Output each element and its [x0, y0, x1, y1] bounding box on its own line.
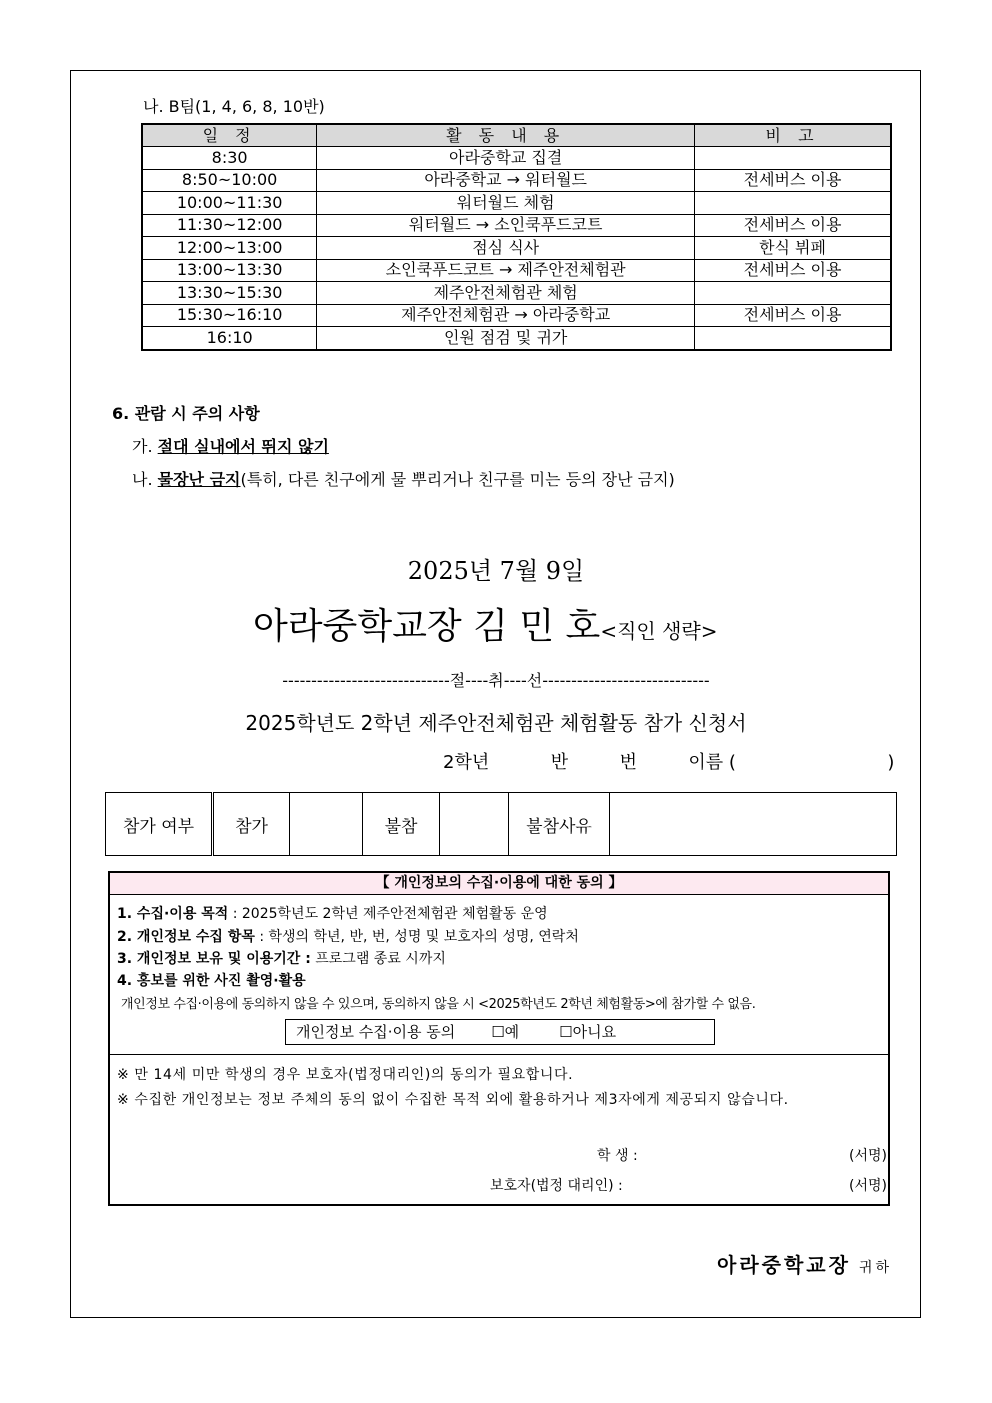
consent-box	[108, 871, 890, 1206]
time-cell: 13:00~13:30	[142, 259, 317, 282]
absent-check-cell[interactable]	[440, 793, 509, 856]
caution-b-text: 물장난 금지	[157, 470, 241, 489]
schedule-header-row	[142, 124, 891, 147]
caution-a-text: 절대 실내에서 뛰지 않기	[157, 437, 329, 456]
note-cell: 전세버스 이용	[695, 259, 891, 282]
cautions-title: 6. 관람 시 주의 사항	[112, 404, 260, 423]
student-signature-line	[597, 1145, 887, 1165]
consent-note: 개인정보 수집·이용에 동의하지 않을 수 있으며, 동의하지 않을 시 <2025학년도 2학년 체험활동>에 참가할 수 없음.	[121, 997, 756, 1012]
activity-cell: 아라중학교 집결	[317, 147, 695, 170]
activity-cell: 인원 점검 및 귀가	[317, 327, 695, 350]
time-cell: 8:30	[142, 147, 317, 170]
principal-signature	[253, 598, 717, 649]
consent-item: 1. 수집·이용 목적 : 2025학년도 2학년 제주안전체험관 체험활동 운영	[117, 906, 548, 922]
activity-cell: 아라중학교 → 워터월드	[317, 169, 695, 192]
notice-third-party: ※ 수집한 개인정보는 정보 주체의 동의 없이 수집한 목적 외에 활용하거나 제3자에게 제공되지 않습니다.	[117, 1092, 789, 1108]
time-cell: 11:30~12:00	[142, 214, 317, 237]
table-row	[142, 282, 891, 305]
activity-cell: 제주안전체험관 체험	[317, 282, 695, 305]
table-row	[142, 304, 891, 327]
form-title: 2025학년도 2학년 제주안전체험관 체험활동 참가 신청서	[245, 711, 747, 735]
consent-agree-box	[285, 1019, 715, 1045]
consent-item: 4. 홍보를 위한 사진 촬영·활용	[117, 973, 306, 989]
table-row	[142, 327, 891, 350]
reason-input-cell[interactable]	[610, 793, 897, 856]
note-cell: 전세버스 이용	[695, 214, 891, 237]
time-cell: 12:00~13:00	[142, 237, 317, 260]
note-cell: 전세버스 이용	[695, 169, 891, 192]
student-label: 학 생 :	[597, 1148, 638, 1164]
time-cell: 10:00~11:30	[142, 192, 317, 215]
document-date: 2025년 7월 9일	[407, 557, 585, 585]
number-field[interactable]: 번	[619, 752, 637, 773]
consent-item: 2. 개인정보 수집 항목 : 학생의 학년, 반, 번, 성명 및 보호자의 성명, 연락처	[117, 929, 579, 945]
time-cell: 15:30~16:10	[142, 304, 317, 327]
activity-cell: 워터월드 → 소인쿡푸드코트	[317, 214, 695, 237]
time-cell: 16:10	[142, 327, 317, 350]
activity-cell: 워터월드 체험	[317, 192, 695, 215]
seal-note: <직인 생략>	[600, 619, 718, 643]
cut-line: -----------------------------절----취----선-----------------------------	[282, 671, 710, 690]
table-row	[142, 259, 891, 282]
reason-label: 불참사유	[509, 793, 610, 856]
caution-a	[132, 434, 329, 457]
note-cell	[695, 147, 891, 170]
caution-b-prefix: 나.	[132, 470, 158, 489]
time-cell: 8:50~10:00	[142, 169, 317, 192]
caution-b-rest: (특히, 다른 친구에게 물 뿌리거나 친구를 미는 등의 장난 금지)	[240, 470, 675, 489]
participation-table	[105, 792, 897, 856]
caution-b	[132, 467, 675, 490]
note-cell	[695, 192, 891, 215]
closing-addressee	[717, 1249, 892, 1278]
name-close: )	[887, 752, 895, 773]
note-cell	[695, 282, 891, 305]
table-row	[142, 237, 891, 260]
participation-label: 참가 여부	[106, 793, 213, 856]
team-title: 나. B팀(1, 4, 6, 8, 10반)	[143, 97, 325, 116]
consent-body	[110, 895, 888, 1055]
grade-label: 2학년	[443, 752, 490, 773]
note-cell: 전세버스 이용	[695, 304, 891, 327]
notice-under-14: ※ 만 14세 미만 학생의 경우 보호자(법정대리인)의 동의가 필요합니다.	[117, 1067, 574, 1083]
closing-suffix: 귀하	[858, 1260, 892, 1276]
name-label: 이름 (	[688, 752, 736, 773]
activity-cell: 점심 식사	[317, 237, 695, 260]
header-note: 비 고	[695, 124, 891, 147]
table-row	[142, 147, 891, 170]
closing-name: 아라중학교장	[717, 1253, 851, 1277]
note-cell: 한식 뷔페	[695, 237, 891, 260]
activity-cell: 소인쿡푸드코트 → 제주안전체험관	[317, 259, 695, 282]
table-row	[142, 192, 891, 215]
agree-label: 개인정보 수집·이용 동의	[296, 1023, 456, 1041]
header-activity: 활 동 내 용	[317, 124, 695, 147]
time-cell: 13:30~15:30	[142, 282, 317, 305]
student-sign-field[interactable]: (서명)	[849, 1148, 887, 1164]
schedule-table	[141, 123, 892, 351]
table-row	[142, 214, 891, 237]
student-info-line	[443, 748, 894, 774]
consent-header: 【 개인정보의 수집·이용에 대한 동의 】	[110, 873, 888, 895]
guardian-signature-line	[490, 1175, 887, 1195]
consent-footer	[110, 1055, 888, 1205]
header-time: 일 정	[142, 124, 317, 147]
guardian-label: 보호자(법정 대리인) :	[490, 1178, 623, 1194]
class-field[interactable]: 반	[550, 752, 569, 773]
agree-yes-checkbox[interactable]: ☐예	[491, 1023, 520, 1041]
principal-name: 아라중학교장 김 민 호	[253, 606, 601, 647]
attend-label: 참가	[213, 793, 290, 856]
absent-label: 불참	[363, 793, 440, 856]
activity-cell: 제주안전체험관 → 아라중학교	[317, 304, 695, 327]
consent-item: 3. 개인정보 보유 및 이용기간 : 프로그램 종료 시까지	[117, 951, 446, 967]
guardian-sign-field[interactable]: (서명)	[849, 1178, 887, 1194]
caution-a-prefix: 가.	[132, 437, 158, 456]
note-cell	[695, 327, 891, 350]
agree-no-checkbox[interactable]: ☐아니요	[559, 1023, 617, 1041]
table-row	[142, 169, 891, 192]
attend-check-cell[interactable]	[290, 793, 363, 856]
